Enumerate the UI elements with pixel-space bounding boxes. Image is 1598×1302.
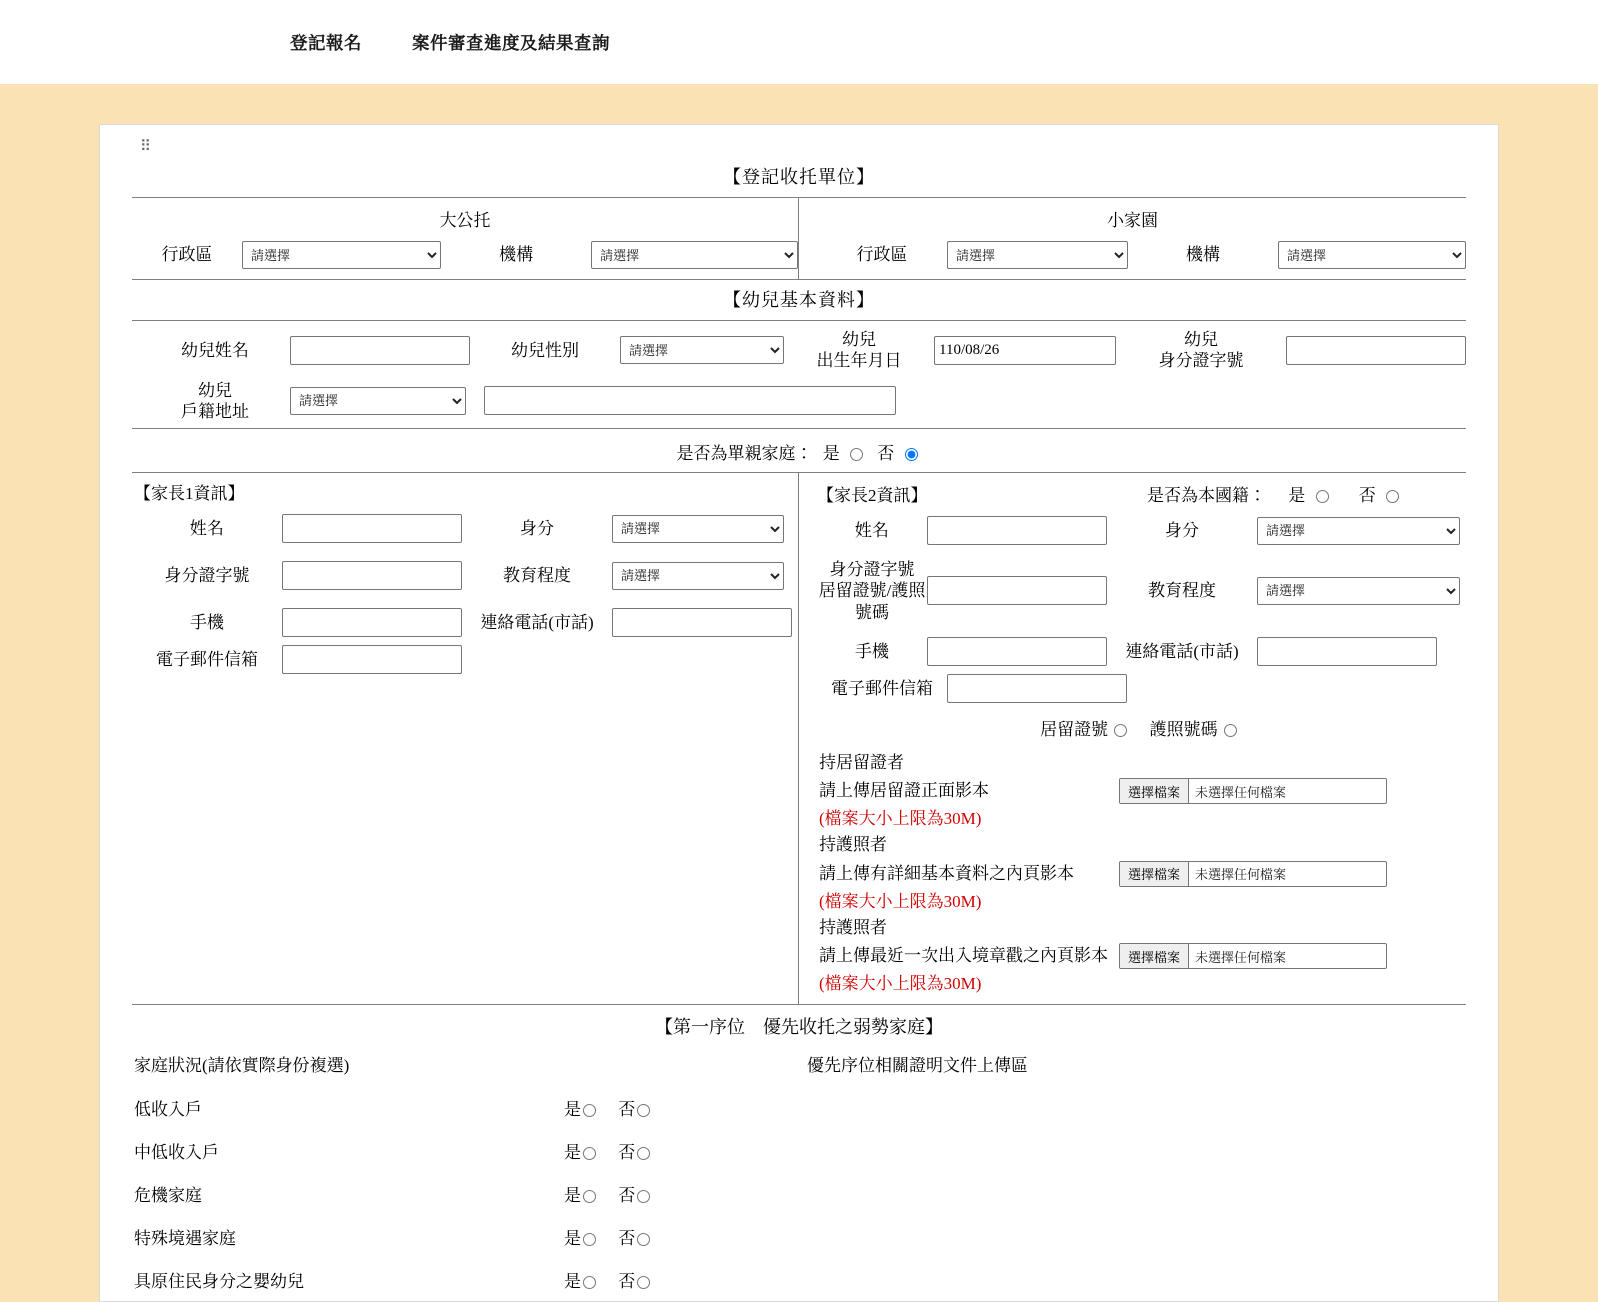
- label-child-gender: 幼兒性別: [511, 340, 579, 360]
- priority-label-crisis-family: 危機家庭: [134, 1185, 202, 1205]
- label-parent1-id: 身分證字號: [164, 565, 250, 585]
- radio-low-income-no[interactable]: [637, 1104, 650, 1117]
- input-parent2-id[interactable]: [927, 576, 1107, 605]
- input-parent2-name[interactable]: [927, 516, 1107, 545]
- priority-item-crisis-family: [132, 1172, 799, 1215]
- unit-home-heading: 小家園: [1107, 211, 1158, 230]
- radio-mid-low-income-no[interactable]: [637, 1147, 650, 1160]
- upload-residence-note: (檔案大小上限為30M): [819, 809, 982, 829]
- upload-residence-holder: 持居留證者: [819, 752, 904, 772]
- radio-special-circumstance-no-label[interactable]: 否: [618, 1229, 650, 1248]
- label-child-name: 幼兒姓名: [181, 340, 249, 360]
- radio-indigenous-yes-label[interactable]: 是: [564, 1272, 596, 1291]
- select-public-org[interactable]: [591, 241, 798, 269]
- label-single-parent-yes: 是: [822, 444, 840, 463]
- radio-low-income-yes[interactable]: [583, 1104, 596, 1117]
- label-single-parent: 是否為單親家庭：: [676, 444, 813, 463]
- parents-section: [132, 472, 1466, 1004]
- section-title-priority: 【第一序位 優先收托之弱勢家庭】: [655, 1016, 943, 1037]
- label-home-org: 機構: [1185, 245, 1220, 265]
- input-child-birthdate[interactable]: [934, 336, 1116, 365]
- priority-right: [799, 1049, 1466, 1301]
- parent1-title: 【家長1資訊】: [134, 484, 245, 503]
- label-parent2-name: 姓名: [855, 520, 889, 540]
- label-child-birthdate: 幼兒 出生年月日: [816, 330, 902, 371]
- file-status-passport-stamp: 未選擇任何檔案: [1195, 949, 1287, 965]
- input-parent1-phone[interactable]: [612, 608, 792, 637]
- select-child-address-area[interactable]: [290, 387, 466, 415]
- input-child-address[interactable]: [484, 386, 896, 415]
- label-parent1-phone: 連絡電話(市話): [480, 612, 594, 632]
- parent1-column: [132, 473, 799, 1004]
- radio-mid-low-income-yes[interactable]: [583, 1147, 596, 1160]
- upload-passport-stamp-note: (檔案大小上限為30M): [819, 974, 982, 994]
- label-doc-type-passport: 護照號碼: [1149, 719, 1218, 739]
- label-child-address: 幼兒 戶籍地址: [181, 380, 249, 421]
- label-parent2-mobile: 手機: [855, 641, 889, 661]
- priority-left-heading: 家庭狀況(請依實際身份複選): [134, 1055, 350, 1075]
- radio-low-income-yes-label[interactable]: 是: [564, 1100, 596, 1119]
- label-home-district: 行政區: [856, 245, 908, 265]
- upload-residence-front: [817, 750, 1460, 833]
- select-parent1-role[interactable]: [612, 515, 784, 543]
- input-parent1-name[interactable]: [282, 514, 462, 543]
- input-parent1-mobile[interactable]: [282, 608, 462, 637]
- radio-indigenous-no[interactable]: [637, 1276, 650, 1289]
- drag-handle-icon[interactable]: ⠿: [140, 138, 153, 155]
- priority-item-mid-low-income: [132, 1129, 799, 1172]
- input-parent2-phone[interactable]: [1257, 637, 1437, 666]
- label-parent1-mobile: 手機: [190, 612, 224, 632]
- priority-label-special-circumstance: 特殊境遇家庭: [134, 1228, 236, 1248]
- file-button-residence-front[interactable]: 選擇檔案: [1120, 779, 1189, 803]
- priority-label-indigenous: 具原住民身分之嬰幼兒: [134, 1271, 304, 1291]
- select-public-district[interactable]: [242, 241, 441, 269]
- file-status-passport-info: 未選擇任何檔案: [1195, 867, 1287, 883]
- radio-indigenous-no-label[interactable]: 否: [618, 1272, 650, 1291]
- priority-right-heading: 優先序位相關證明文件上傳區: [807, 1055, 1028, 1075]
- radio-mid-low-income-no-label[interactable]: 否: [618, 1143, 650, 1162]
- upload-passport-info-instruction: 請上傳有詳細基本資料之內頁影本: [819, 863, 1074, 883]
- upload-passport-stamp-instruction: 請上傳最近一次出入境章戳之內頁影本: [819, 946, 1108, 966]
- file-button-passport-info[interactable]: 選擇檔案: [1120, 862, 1189, 886]
- upload-residence-instruction: 請上傳居留證正面影本: [819, 781, 989, 801]
- priority-section: [132, 1049, 1466, 1301]
- unit-col-public: [132, 198, 799, 279]
- input-child-id[interactable]: [1286, 336, 1466, 365]
- parent2-nationality-question: [1147, 481, 1403, 506]
- upload-passport-stamp-holder: 持護照者: [819, 918, 887, 938]
- label-public-district: 行政區: [161, 245, 213, 265]
- upload-passport-info-page: [817, 832, 1460, 915]
- single-parent-question: [132, 429, 1466, 472]
- radio-doc-type-passport[interactable]: [1224, 724, 1237, 737]
- radio-single-parent-yes-group[interactable]: [823, 444, 872, 463]
- label-parent1-name: 姓名: [190, 518, 224, 538]
- radio-mid-low-income-yes-label[interactable]: 是: [564, 1143, 596, 1162]
- input-parent2-email[interactable]: [947, 674, 1127, 703]
- radio-single-parent-yes[interactable]: [850, 448, 863, 461]
- label-doc-type-residence: 居留證號: [1040, 719, 1109, 739]
- priority-label-mid-low-income: 中低收入戶: [134, 1142, 219, 1162]
- input-child-name[interactable]: [290, 336, 470, 365]
- radio-special-circumstance-yes-label[interactable]: 是: [564, 1229, 596, 1248]
- nav-item-case-status[interactable]: 案件審查進度及結果查詢: [412, 32, 610, 53]
- parent2-title: 【家長2資訊】: [817, 486, 928, 505]
- child-section: [132, 321, 1466, 428]
- label-parent2-education: 教育程度: [1148, 581, 1216, 601]
- label-public-org: 機構: [499, 245, 534, 265]
- label-parent2-email: 電子郵件信箱: [831, 678, 933, 698]
- label-parent1-role: 身分: [520, 518, 554, 538]
- unit-section: [132, 197, 1466, 279]
- radio-special-circumstance-no[interactable]: [637, 1233, 650, 1246]
- radio-crisis-family-yes[interactable]: [583, 1190, 596, 1203]
- parent2-doc-type-group: [817, 707, 1460, 750]
- input-parent1-id[interactable]: [282, 561, 462, 590]
- radio-doc-type-residence[interactable]: [1114, 724, 1127, 737]
- label-parent1-email: 電子郵件信箱: [156, 649, 258, 669]
- file-input-passport-info[interactable]: [1119, 861, 1387, 887]
- select-child-gender[interactable]: [620, 336, 784, 364]
- top-navigation: [0, 0, 1598, 84]
- file-input-passport-stamp[interactable]: [1119, 943, 1387, 969]
- upload-passport-info-holder: 持護照者: [819, 835, 887, 855]
- select-parent2-role[interactable]: [1257, 517, 1460, 545]
- label-parent2-nationality-yes: 是: [1288, 486, 1306, 505]
- select-home-org[interactable]: [1278, 241, 1466, 269]
- label-single-parent-no: 否: [877, 444, 895, 463]
- upload-passport-info-note: (檔案大小上限為30M): [819, 891, 982, 911]
- priority-item-indigenous: [132, 1258, 799, 1301]
- priority-item-low-income: [132, 1086, 799, 1129]
- select-parent2-education[interactable]: [1257, 577, 1460, 605]
- section-title-child: 【幼兒基本資料】: [723, 290, 875, 310]
- select-parent1-education[interactable]: [612, 562, 784, 590]
- label-parent2-nationality: 是否為本國籍：: [1147, 486, 1266, 505]
- priority-left: [132, 1049, 799, 1301]
- radio-single-parent-no[interactable]: [905, 448, 918, 461]
- file-button-passport-stamp[interactable]: 選擇檔案: [1120, 944, 1189, 968]
- radio-parent2-nationality-no[interactable]: [1386, 490, 1399, 503]
- radio-single-parent-no-group[interactable]: [877, 444, 921, 463]
- label-child-id: 幼兒 身分證字號: [1158, 330, 1244, 371]
- form-card: [99, 124, 1499, 1302]
- label-parent2-nationality-no: 否: [1358, 486, 1376, 505]
- file-input-residence-front[interactable]: [1119, 778, 1387, 804]
- select-home-district[interactable]: [947, 241, 1128, 269]
- file-status-residence-front: 未選擇任何檔案: [1195, 784, 1287, 800]
- label-parent2-role: 身分: [1165, 520, 1199, 540]
- label-parent2-id: 身分證字號 居留證號/護照 號碼: [818, 560, 926, 622]
- radio-indigenous-yes[interactable]: [583, 1276, 596, 1289]
- radio-crisis-family-no[interactable]: [637, 1190, 650, 1203]
- radio-crisis-family-yes-label[interactable]: 是: [564, 1186, 596, 1205]
- priority-label-low-income: 低收入戶: [134, 1099, 202, 1119]
- radio-special-circumstance-yes[interactable]: [583, 1233, 596, 1246]
- radio-low-income-no-label[interactable]: 否: [618, 1100, 650, 1119]
- section-title-unit: 【登記收托單位】: [723, 167, 875, 187]
- radio-parent2-nationality-yes[interactable]: [1316, 490, 1329, 503]
- parent2-column: [799, 473, 1466, 1004]
- unit-public-heading: 大公托: [439, 211, 491, 230]
- nav-item-registration[interactable]: 登記報名: [290, 32, 362, 53]
- unit-col-home: [799, 198, 1466, 279]
- priority-item-special-circumstance: [132, 1215, 799, 1258]
- label-parent2-phone: 連絡電話(市話): [1125, 641, 1239, 661]
- upload-passport-entry-stamp: [817, 915, 1460, 998]
- input-parent1-email[interactable]: [282, 645, 462, 674]
- input-parent2-mobile[interactable]: [927, 637, 1107, 666]
- radio-crisis-family-no-label[interactable]: 否: [618, 1186, 650, 1205]
- label-parent1-education: 教育程度: [503, 565, 571, 585]
